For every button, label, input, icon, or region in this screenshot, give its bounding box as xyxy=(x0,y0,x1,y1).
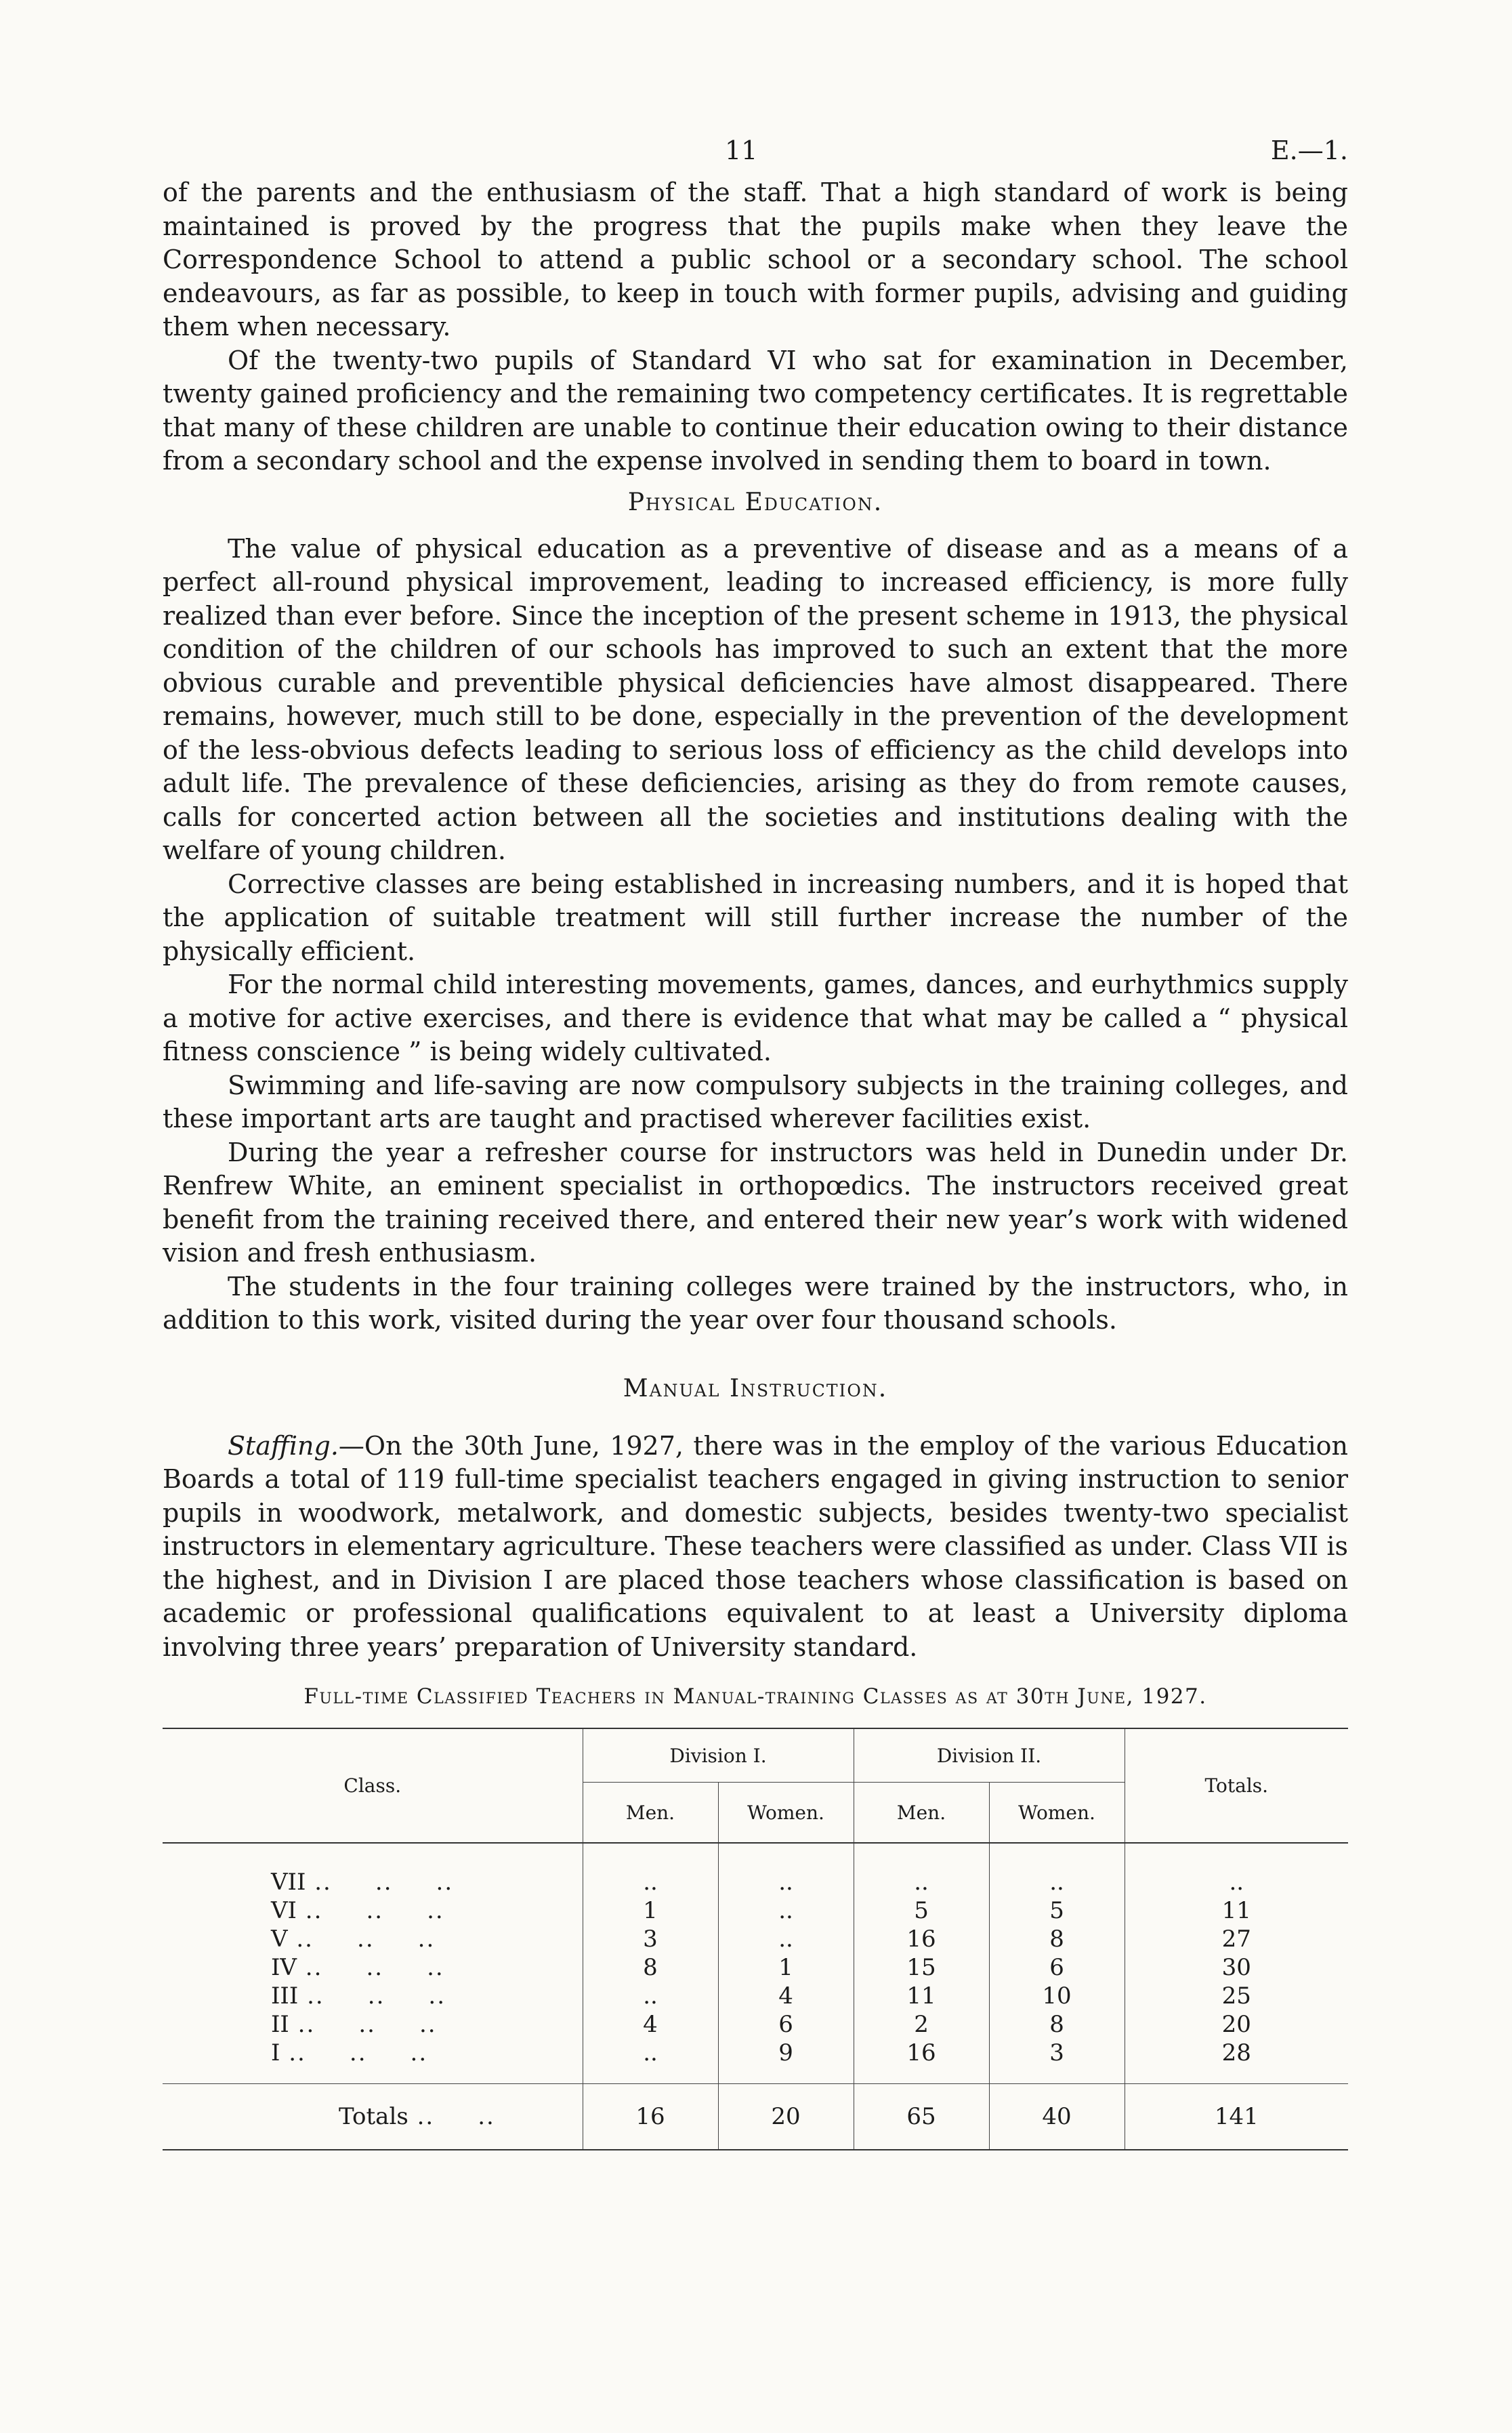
cell-d2-women: 3 xyxy=(989,2039,1125,2084)
document-reference: E.—1. xyxy=(1270,136,1348,165)
class-cell: IV .. .. .. xyxy=(271,1954,444,1981)
table-row xyxy=(163,1925,1348,1953)
cell-d2-women: 8 xyxy=(989,2010,1125,2039)
cell-d1-men: 4 xyxy=(583,2010,718,2039)
cell-d2-men: 15 xyxy=(854,1953,989,1982)
totals-column-header: Totals. xyxy=(1125,1728,1348,1843)
table-row xyxy=(163,2039,1348,2084)
physical-paragraph: For the normal child interesting movements, games, dances, and eurhythmics supply a motive for active exercises, and there is evidence that what may be called a “ physical fitness conscience ” is being widely cultivated. xyxy=(163,970,1348,1066)
class-column-header: Class. xyxy=(163,1728,583,1843)
cell-d2-men: 16 xyxy=(854,1925,989,1953)
total-d1-women: 20 xyxy=(718,2084,854,2150)
cell-d1-men: .. xyxy=(583,1982,718,2010)
cell-d2-women: 10 xyxy=(989,1982,1125,2010)
cell-d2-men: 16 xyxy=(854,2039,989,2084)
cell-d2-women: 8 xyxy=(989,1925,1125,1953)
cell-d1-women: 4 xyxy=(718,1982,854,2010)
cell-d2-women: 6 xyxy=(989,1953,1125,1982)
cell-total: 27 xyxy=(1125,1925,1348,1953)
physical-education-heading: Physical Education. xyxy=(627,488,883,516)
cell-d1-women: 9 xyxy=(718,2039,854,2084)
class-cell: III .. .. .. xyxy=(271,1982,446,2010)
division-1-women-header: Women. xyxy=(718,1783,854,1844)
table-row xyxy=(163,1843,1348,1896)
cell-d2-men: 2 xyxy=(854,2010,989,2039)
cell-d1-women: .. xyxy=(718,1843,854,1896)
physical-paragraph: Corrective classes are being established in increasing numbers, and it is hoped that the application of suitable treatment will still further increase the number of the physically efficient. xyxy=(163,869,1348,966)
cell-d2-women: .. xyxy=(989,1843,1125,1896)
division-2-header: Division II. xyxy=(854,1728,1125,1783)
class-cell: VI .. .. .. xyxy=(271,1897,444,1924)
cell-d1-men: 1 xyxy=(583,1896,718,1925)
class-cell: II .. .. .. xyxy=(271,2011,437,2038)
cell-d2-men: 11 xyxy=(854,1982,989,2010)
physical-paragraph: During the year a refresher course for instructors was held in Dunedin under Dr. Renfrew White, an eminent specialist in orthopœdics. The instructors received great benefit from the training received there, and entered their new year’s work with widened vision and fresh enthusiasm. xyxy=(163,1137,1348,1268)
cell-total: 30 xyxy=(1125,1953,1348,1982)
cell-total: 25 xyxy=(1125,1982,1348,2010)
division-2-women-header: Women. xyxy=(989,1783,1125,1844)
page-header xyxy=(163,136,1348,176)
cell-total: 28 xyxy=(1125,2039,1348,2084)
cell-total: 20 xyxy=(1125,2010,1348,2039)
cell-d1-women: .. xyxy=(718,1925,854,1953)
table-row xyxy=(163,2010,1348,2039)
division-1-men-header: Men. xyxy=(583,1783,718,1844)
cell-d1-men: 8 xyxy=(583,1953,718,1982)
staffing-label: Staffing. xyxy=(228,1430,339,1461)
intro-paragraph-1: of the parents and the enthusiasm of the staff. That a high standard of work is being maintained is proved by the progress that the pupils make when they leave the Correspondence School to attend a public school or a secondary school. The school endeavours, as far as possible, to keep in touch with former pupils, advising and guiding them when necessary. xyxy=(163,178,1348,341)
total-d2-women: 40 xyxy=(989,2084,1125,2150)
table-row xyxy=(163,1896,1348,1925)
grand-total: 141 xyxy=(1125,2084,1348,2150)
cell-d2-men: 5 xyxy=(854,1896,989,1925)
totals-row xyxy=(163,2084,1348,2150)
cell-d1-men: 3 xyxy=(583,1925,718,1953)
cell-d1-women: 1 xyxy=(718,1953,854,1982)
document-page xyxy=(163,136,1348,2150)
division-1-header: Division I. xyxy=(583,1728,854,1783)
cell-total: .. xyxy=(1125,1843,1348,1896)
cell-d2-men: .. xyxy=(854,1843,989,1896)
cell-d1-women: .. xyxy=(718,1896,854,1925)
division-2-men-header: Men. xyxy=(854,1783,989,1844)
cell-d1-men: .. xyxy=(583,1843,718,1896)
cell-d2-women: 5 xyxy=(989,1896,1125,1925)
class-cell: V .. .. .. xyxy=(271,1926,436,1953)
cell-total: 11 xyxy=(1125,1896,1348,1925)
physical-paragraph: The value of physical education as a preventive of disease and as a means of a perfect all-round physical improvement, leading to increased efficiency, is more fully realized than ever before. Since the inception of the present scheme in 1913, the physical condition of the children of our schools has improved to such an extent that the more obvious curable and preventible physical deficiencies have almost disappeared. There remains, however, much still to be done, especially in the prevention of the development of the less-obvious defects leading to serious loss of efficiency as the child develops into adult life. The prevalence of these deficiencies, arising as they do from remote causes, calls for concerted action between all the societies and institutions dealing with the welfare of young children. xyxy=(163,533,1348,865)
total-d1-men: 16 xyxy=(583,2084,718,2150)
manual-instruction-heading: Manual Instruction. xyxy=(623,1374,888,1402)
teachers-table xyxy=(163,1728,1348,2150)
intro-paragraph-2: Of the twenty-two pupils of Standard VI who sat for examination in December, twenty gained proficiency and the remaining two competency certificates. It is regrettable that many of these children are unable to continue their education owing to their distance from a secondary school and the expense involved in sending them to board in town. xyxy=(163,345,1348,476)
physical-paragraph: Swimming and life-saving are now compulsory subjects in the training colleges, and these important arts are taught and practised wherever facilities exist. xyxy=(163,1070,1348,1134)
cell-d1-women: 6 xyxy=(718,2010,854,2039)
cell-d1-men: .. xyxy=(583,2039,718,2084)
staffing-paragraph xyxy=(163,1430,1348,1665)
staffing-text: —On the 30th June, 1927, there was in the employ of the various Education Boards a total of 119 full-time specialist teachers engaged in giving instruction to senior pupils in woodwork, metalwork, and domestic subjects, besides twenty-two specialist instructors in elementary agriculture. These teachers were classified as under. Class VII is the highest, and in Division I are placed those teachers whose classification is based on academic or professional qualifications equivalent to at least a University diploma involving three years’ preparation of University standard. xyxy=(163,1430,1348,1662)
table-row xyxy=(163,1953,1348,1982)
table-row xyxy=(163,1982,1348,2010)
class-cell: I .. .. .. xyxy=(271,2039,428,2066)
totals-label-cell: Totals .. .. xyxy=(163,2084,583,2150)
total-d2-men: 65 xyxy=(854,2084,989,2150)
table-caption: Full-time Classified Teachers in Manual-training Classes as at 30th June, 1927. xyxy=(303,1684,1207,1709)
class-cell: VII .. .. .. xyxy=(271,1869,454,1896)
page-number: 11 xyxy=(725,136,758,165)
physical-paragraph: The students in the four training colleges were trained by the instructors, who, in addition to this work, visited during the year over four thousand schools. xyxy=(163,1271,1348,1335)
